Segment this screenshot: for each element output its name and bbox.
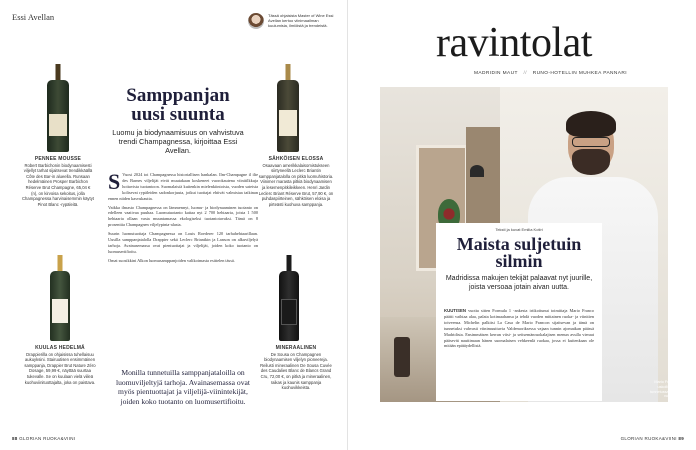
pull-quote: Monilla tunnetuilla samppanjataloilla on luomuviljeltyjä tarhoja. Avainasemassa ovat myös pientuottajat ja viljelijä-viinintekijät, joiden koko tuotanto on luomusertifioitu.	[116, 368, 250, 406]
feature-title: Maista suljetuin silmin	[456, 234, 582, 271]
page-number-right: 89	[678, 436, 684, 441]
wine-bottle-1	[47, 64, 69, 152]
folio-right	[621, 436, 684, 441]
wine-caption-4	[258, 346, 334, 391]
wine-desc-2: Osaavaan amerikkalaisomistukseen siirtyneellä Leclerc Briantin samppanjatalolla on pitkä luomuhistoria. Viinimer marasta pitkiä biodynaamisen ja lesemenpitkileikkeen. Henri Jardin Leclerc Briant Réserve Brut, 57,90 €, on puhdaspiirteinen, sähköisen eloisa ja pirteästi kuohuva samppanja.	[258, 162, 334, 207]
wine-title-1: PENNEE MOUSSE	[34, 156, 82, 162]
article-headline-block	[108, 86, 248, 155]
magazine-name-left: GLORIAN RUOKA&VIINI	[19, 436, 76, 441]
drop-cap: S	[108, 172, 121, 194]
body-paragraph-4: Omat suosikkini Alkon luomusamppanjoiden valikoimasta esittelen tässä.	[108, 257, 235, 263]
wine-bottle-2	[277, 64, 299, 152]
column-title: Essi Avellan	[12, 12, 55, 22]
feature-body-lead: KUUTISEN	[444, 308, 466, 313]
pendant-lamp	[470, 165, 484, 177]
wine-title-2: SÄHKÖISEN ELOSSA	[268, 156, 324, 162]
body-paragraph-2: Vaikka ilmasto Champagnessa on lämmennyt, luomu- ja biodynaaminen tuotanto on edelleen vaativaa puuhaa. Luomutuotanto kattaa nyt 2 700 hehtaaria, joista 1 500 hehtaaria ollaan vasta muuntamassa ekologiseksi tuotantotavaksi. Tämä on 8 prosenttia Champagnen viljelypinta-alasta.	[108, 204, 258, 228]
section-sub-separator: //	[523, 71, 527, 76]
wine-bottle-3	[50, 255, 70, 341]
wine-caption-2	[258, 157, 334, 207]
section-title: ravintolat	[436, 20, 592, 66]
section-sub-left: MADRIDIN MAUT	[474, 71, 518, 76]
section-sub-right: RUNO-HOTELLIN MUHKEA PANNARI	[532, 71, 627, 76]
wine-caption-1	[22, 157, 94, 207]
wine-caption-3	[24, 346, 96, 385]
author-avatar	[248, 13, 264, 29]
feature-body-text: vuotta sitten Formula 1 -ankesta irtikoitunut toimittaja Mario Franco päätti vaihtaa alaa, palata kotimaahansa ja tehdä vuoden mittainen ruoka- ja viinitien toiveensa. Michelin palkitsi La Casa de Mario Francon sijaitsevan ja tämä on tunnetuksi vahvasti viinimuuttuvia Valdemoriksessa vajaan tunnin ajomatkan päässä Madridista. Ensimmäisen kerran viisi- ja seitsemänruokalajisen menun avulla vieraat pääsevät nauttimaan hänen suomalaisen vehkeenlä ruokaa, jossa ei kuitenkaan ole mitään epätäydellistä.	[444, 308, 595, 349]
wine-title-3: KUULAS HEDELMÄ	[35, 345, 85, 351]
article-overlay-box	[436, 223, 602, 401]
feature-body	[444, 308, 594, 349]
right-page	[348, 0, 696, 450]
wine-desc-1: Robert Barbichonin biodynaamisesti viljellyt tarhat sijaitsevat trendikkäällä Côte des Bar-in alueella. Runsaan hedelmäinen Prosper Barbichon Réserve Brut Champagne, 65,04 € (n), on kirvoisa sekoitus, jolla Champagnessa harvinaisemmin käytyt Pinot Blanc -rypäleitä.	[22, 162, 94, 207]
section-subtitle	[474, 71, 627, 76]
magazine-name-right: GLORIAN RUOKA&VIINI	[620, 436, 677, 441]
wine-bottle-4	[279, 255, 299, 341]
article-dek: Luomu ja biodynaamisuus on vahvistuva trendi Champagnessa, kirjoittaa Essi Avellan.	[112, 128, 244, 155]
feature-lede: Madridissa makujen tekijät palaavat nyt juurille, joista versoaa jotain aivan uutta.	[445, 275, 593, 291]
wine-desc-4: De Sousa on Champagnen biodynaamisen viljelyn pioneereja. Reilusti mineraalinen De Sousa Cuvée des Caudalies Blanc de Blancs Grand Cru, 72,00 €, on pitkä ja mineraalinen, raikas ja kaunis samppanja kuohuvikkeista.	[260, 351, 332, 391]
author-note: Tässä ohjaisista Master of Wine Essi Avellan kertoo viinimaailman kuulumisia, ilmiöistä ja trendeistä.	[268, 13, 334, 28]
author-box	[248, 13, 338, 29]
article-body	[108, 172, 258, 362]
wine-desc-3: Drappierilla on ohjaisissa tuhellaisuu aukuyksini. Stairuutisen ensimmäinen samppanja, Drappier Brut Nature Zéro Dosage, 59,99 €, näyttää suurtaa tukevalle. Se on kuulaan vielä viileä kuohuviinituottajalta, joka on paistava.	[24, 351, 96, 385]
page-number-left: 88	[12, 436, 18, 441]
body-paragraph-3: Suurin luomutuottaja Champagnessa on Louis Roederer 120 tarhahehtaarillaan. Uusilla samppanjatalolla Drappier sekä Leclerc Briantkin ja Lanson on alkuviljelyä tarhoja. Avainasemassa ovat pientuottajat ja viljelijät, joiden koko tuotanto on luomusertifioitu.	[108, 231, 258, 254]
byline: Teksti ja kuvat Emilia Kotiri	[495, 227, 543, 232]
wine-title-4: MINERAALINEN	[275, 345, 317, 351]
body-paragraph-1: Vuosi 2024 toi Champagnessa historiallisen hankalan. Ilm-Champagne il ilte des Barnes viljelijät eivät muutakaan koskeneet vuorokautena viinitilkkuja hoitavista tuotantoon. Suomalaisiä kuitenkin mielenkiintoista, vuoden sateista kolisevat rypäleiden sadonkorjuuta, jotkut tuottajat ehtivät valmistaa taikinan ennen niiden kasvukautta.	[108, 172, 258, 201]
folio-left	[12, 436, 75, 441]
photo-caption: Mario Franco on ollut uskollinen Madridin tunnetussa ravintolassa vuodesta 2016.	[650, 380, 690, 399]
article-headline: Samppanjan uusi suunta	[126, 85, 230, 125]
